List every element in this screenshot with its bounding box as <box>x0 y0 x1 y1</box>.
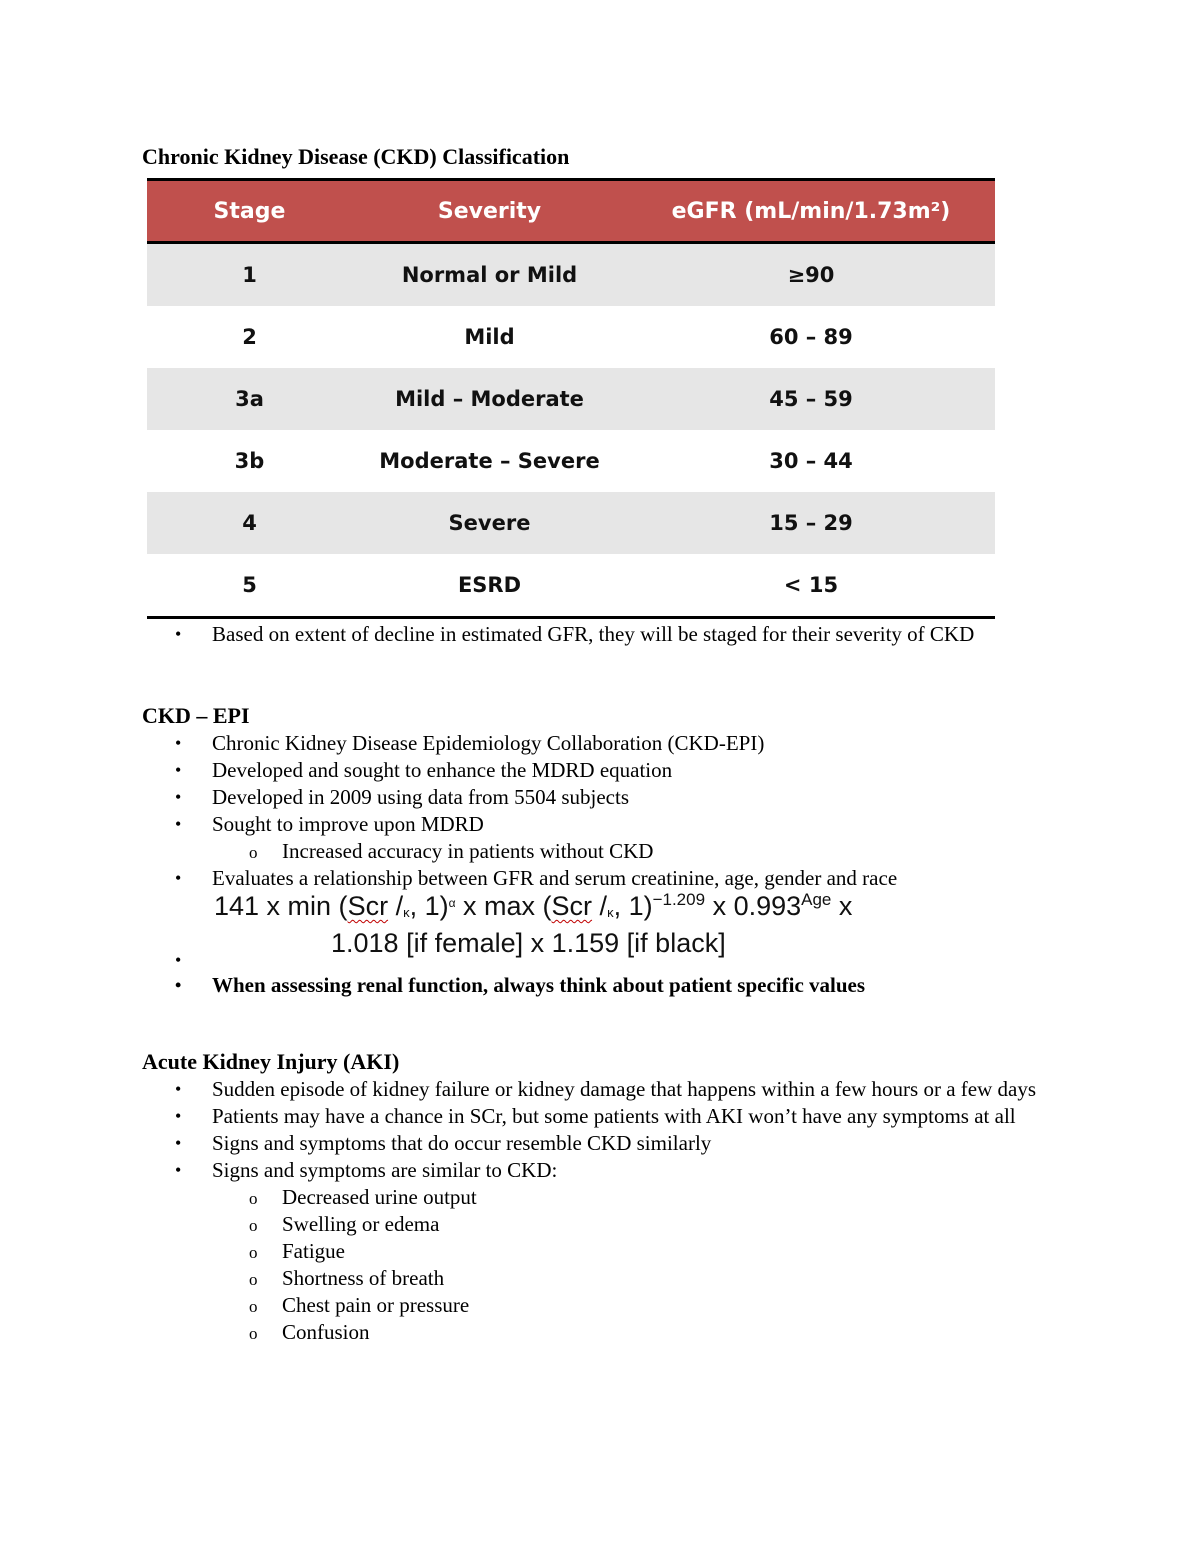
sub-bullet-glyph: o <box>249 1297 258 1316</box>
list-item-text: Patients may have a chance in SCr, but some patients with AKI won’t have any symptoms at all <box>212 1104 1016 1128</box>
aki-heading: Acute Kidney Injury (AKI) <box>142 1049 400 1074</box>
cell-egfr: 45 – 59 <box>769 387 853 411</box>
bullet-glyph: • <box>175 868 182 888</box>
list-item <box>0 621 1062 648</box>
list-item <box>0 1157 1062 1184</box>
formula-text: x 0.993 <box>705 891 802 921</box>
table-row <box>147 492 995 554</box>
bullet-glyph: • <box>175 1133 182 1153</box>
sub-bullet-glyph: o <box>249 1243 258 1262</box>
sub-list-item-text: Fatigue <box>282 1239 345 1263</box>
bullet-glyph: • <box>175 1160 182 1180</box>
bullet-glyph: • <box>175 787 182 807</box>
cell-severity: Mild – Moderate <box>395 387 584 411</box>
cell-stage: 3a <box>235 387 264 411</box>
list-item-text: Evaluates a relationship between GFR and serum creatinine, age, gender and race <box>212 866 898 890</box>
list-item <box>0 1103 1062 1130</box>
ckd-classification-heading: Chronic Kidney Disease (CKD) Classification <box>142 144 570 169</box>
ckd-stage-table <box>147 178 995 619</box>
ckd-epi-heading: CKD – EPI <box>142 703 250 728</box>
list-item <box>0 730 1062 757</box>
bullet-glyph: • <box>175 975 182 995</box>
formula-text: / <box>388 891 404 921</box>
bullet-glyph: • <box>175 950 182 970</box>
list-item <box>0 757 1062 784</box>
ckd-note-list <box>0 621 1062 648</box>
bullet-glyph: • <box>175 814 182 834</box>
sub-list-item <box>0 1184 1062 1211</box>
formula-text: / <box>592 891 608 921</box>
formula-kappa: κ <box>607 905 614 920</box>
list-item <box>0 784 1062 811</box>
sub-list-item-text: Swelling or edema <box>282 1212 440 1236</box>
formula-exponent: −1.209 <box>652 890 706 909</box>
header-severity: Severity <box>437 198 542 224</box>
sub-bullet-glyph: o <box>249 1189 258 1208</box>
ckd-epi-list <box>0 730 1062 892</box>
formula-age-exponent: Age <box>801 890 832 909</box>
list-item-text: Signs and symptoms that do occur resemble CKD similarly <box>212 1131 712 1155</box>
formula-text: 141 x min ( <box>214 891 348 921</box>
list-item-text: Signs and symptoms are similar to CKD: <box>212 1158 558 1182</box>
list-item-text: Developed in 2009 using data from 5504 subjects <box>212 785 630 809</box>
table-row <box>147 368 995 430</box>
bullet-glyph: • <box>175 760 182 780</box>
sub-list-item-text: Decreased urine output <box>282 1185 477 1209</box>
bullet-glyph: • <box>175 624 182 644</box>
table-row <box>147 430 995 492</box>
sub-list-item <box>0 1319 1062 1346</box>
sub-list-item <box>0 1238 1062 1265</box>
formula-alpha: α <box>448 896 456 910</box>
formula-text: , 1) <box>409 891 449 921</box>
table-row <box>147 554 995 616</box>
aki-list <box>0 1076 1062 1346</box>
cell-stage: 4 <box>242 511 257 535</box>
list-item-text: Developed and sought to enhance the MDRD equation <box>212 758 673 782</box>
list-item <box>0 1130 1062 1157</box>
sub-list-item <box>0 1292 1062 1319</box>
cell-egfr: 60 – 89 <box>769 325 853 349</box>
ckd-epi-emphasis-list <box>0 972 1062 999</box>
sub-bullet-glyph: o <box>249 1324 258 1343</box>
ckd-epi-formula-line-1 <box>214 890 852 922</box>
formula-kappa: κ <box>403 905 410 920</box>
cell-egfr: < 15 <box>783 573 839 597</box>
cell-severity: Severe <box>448 511 531 535</box>
cell-severity: Normal or Mild <box>401 263 578 287</box>
ckd-staging-note: Based on extent of decline in estimated GFR, they will be staged for their severity of CKD <box>212 622 975 646</box>
table-row <box>147 244 995 306</box>
emphasis-text: When assessing renal function, always think about patient specific values <box>212 973 866 997</box>
ckd-epi-formula-line-2: 1.018 [if female] x 1.159 [if black] <box>331 928 726 958</box>
cell-egfr: ≥90 <box>787 263 835 287</box>
cell-egfr: 30 – 44 <box>769 449 853 473</box>
cell-egfr: 15 – 29 <box>769 511 853 535</box>
sub-list-item-text: Chest pain or pressure <box>282 1293 470 1317</box>
bullet-glyph: • <box>175 733 182 753</box>
sub-list-item <box>0 1211 1062 1238</box>
sub-list-item-text: Confusion <box>282 1320 370 1344</box>
cell-stage: 5 <box>242 573 257 597</box>
cell-stage: 1 <box>242 263 257 287</box>
sub-list-item-text: Increased accuracy in patients without CKD <box>282 839 654 863</box>
header-stage: Stage <box>213 198 286 224</box>
formula-text: , 1) <box>613 891 653 921</box>
sub-bullet-glyph: o <box>249 1270 258 1289</box>
bullet-glyph: • <box>175 1106 182 1126</box>
list-item <box>0 811 1062 838</box>
cell-stage: 3b <box>234 449 265 473</box>
sub-list-item <box>0 838 1062 865</box>
list-item-text: Sought to improve upon MDRD <box>212 812 484 836</box>
formula-text: x <box>831 891 853 921</box>
sub-list-item <box>0 1265 1062 1292</box>
cell-severity: Moderate – Severe <box>379 449 600 473</box>
list-item-text: Chronic Kidney Disease Epidemiology Collaboration (CKD-EPI) <box>212 731 765 755</box>
sub-bullet-glyph: o <box>249 843 258 862</box>
list-item-text: Sudden episode of kidney failure or kidney damage that happens within a few hours or a few days <box>212 1077 1037 1101</box>
list-item <box>0 972 1062 999</box>
formula-text: x max ( <box>455 891 552 921</box>
list-item <box>0 1076 1062 1103</box>
cell-severity: ESRD <box>457 573 522 597</box>
sub-bullet-glyph: o <box>249 1216 258 1235</box>
formula-scr: Scr <box>347 891 389 921</box>
cell-severity: Mild <box>464 325 515 349</box>
cell-stage: 2 <box>242 325 257 349</box>
table-header-row <box>147 181 995 244</box>
table-row <box>147 306 995 368</box>
formula-scr: Scr <box>551 891 593 921</box>
bullet-glyph: • <box>175 1079 182 1099</box>
list-item <box>0 865 1062 892</box>
sub-list-item-text: Shortness of breath <box>282 1266 445 1290</box>
header-egfr: eGFR (mL/min/1.73m²) <box>671 198 951 224</box>
